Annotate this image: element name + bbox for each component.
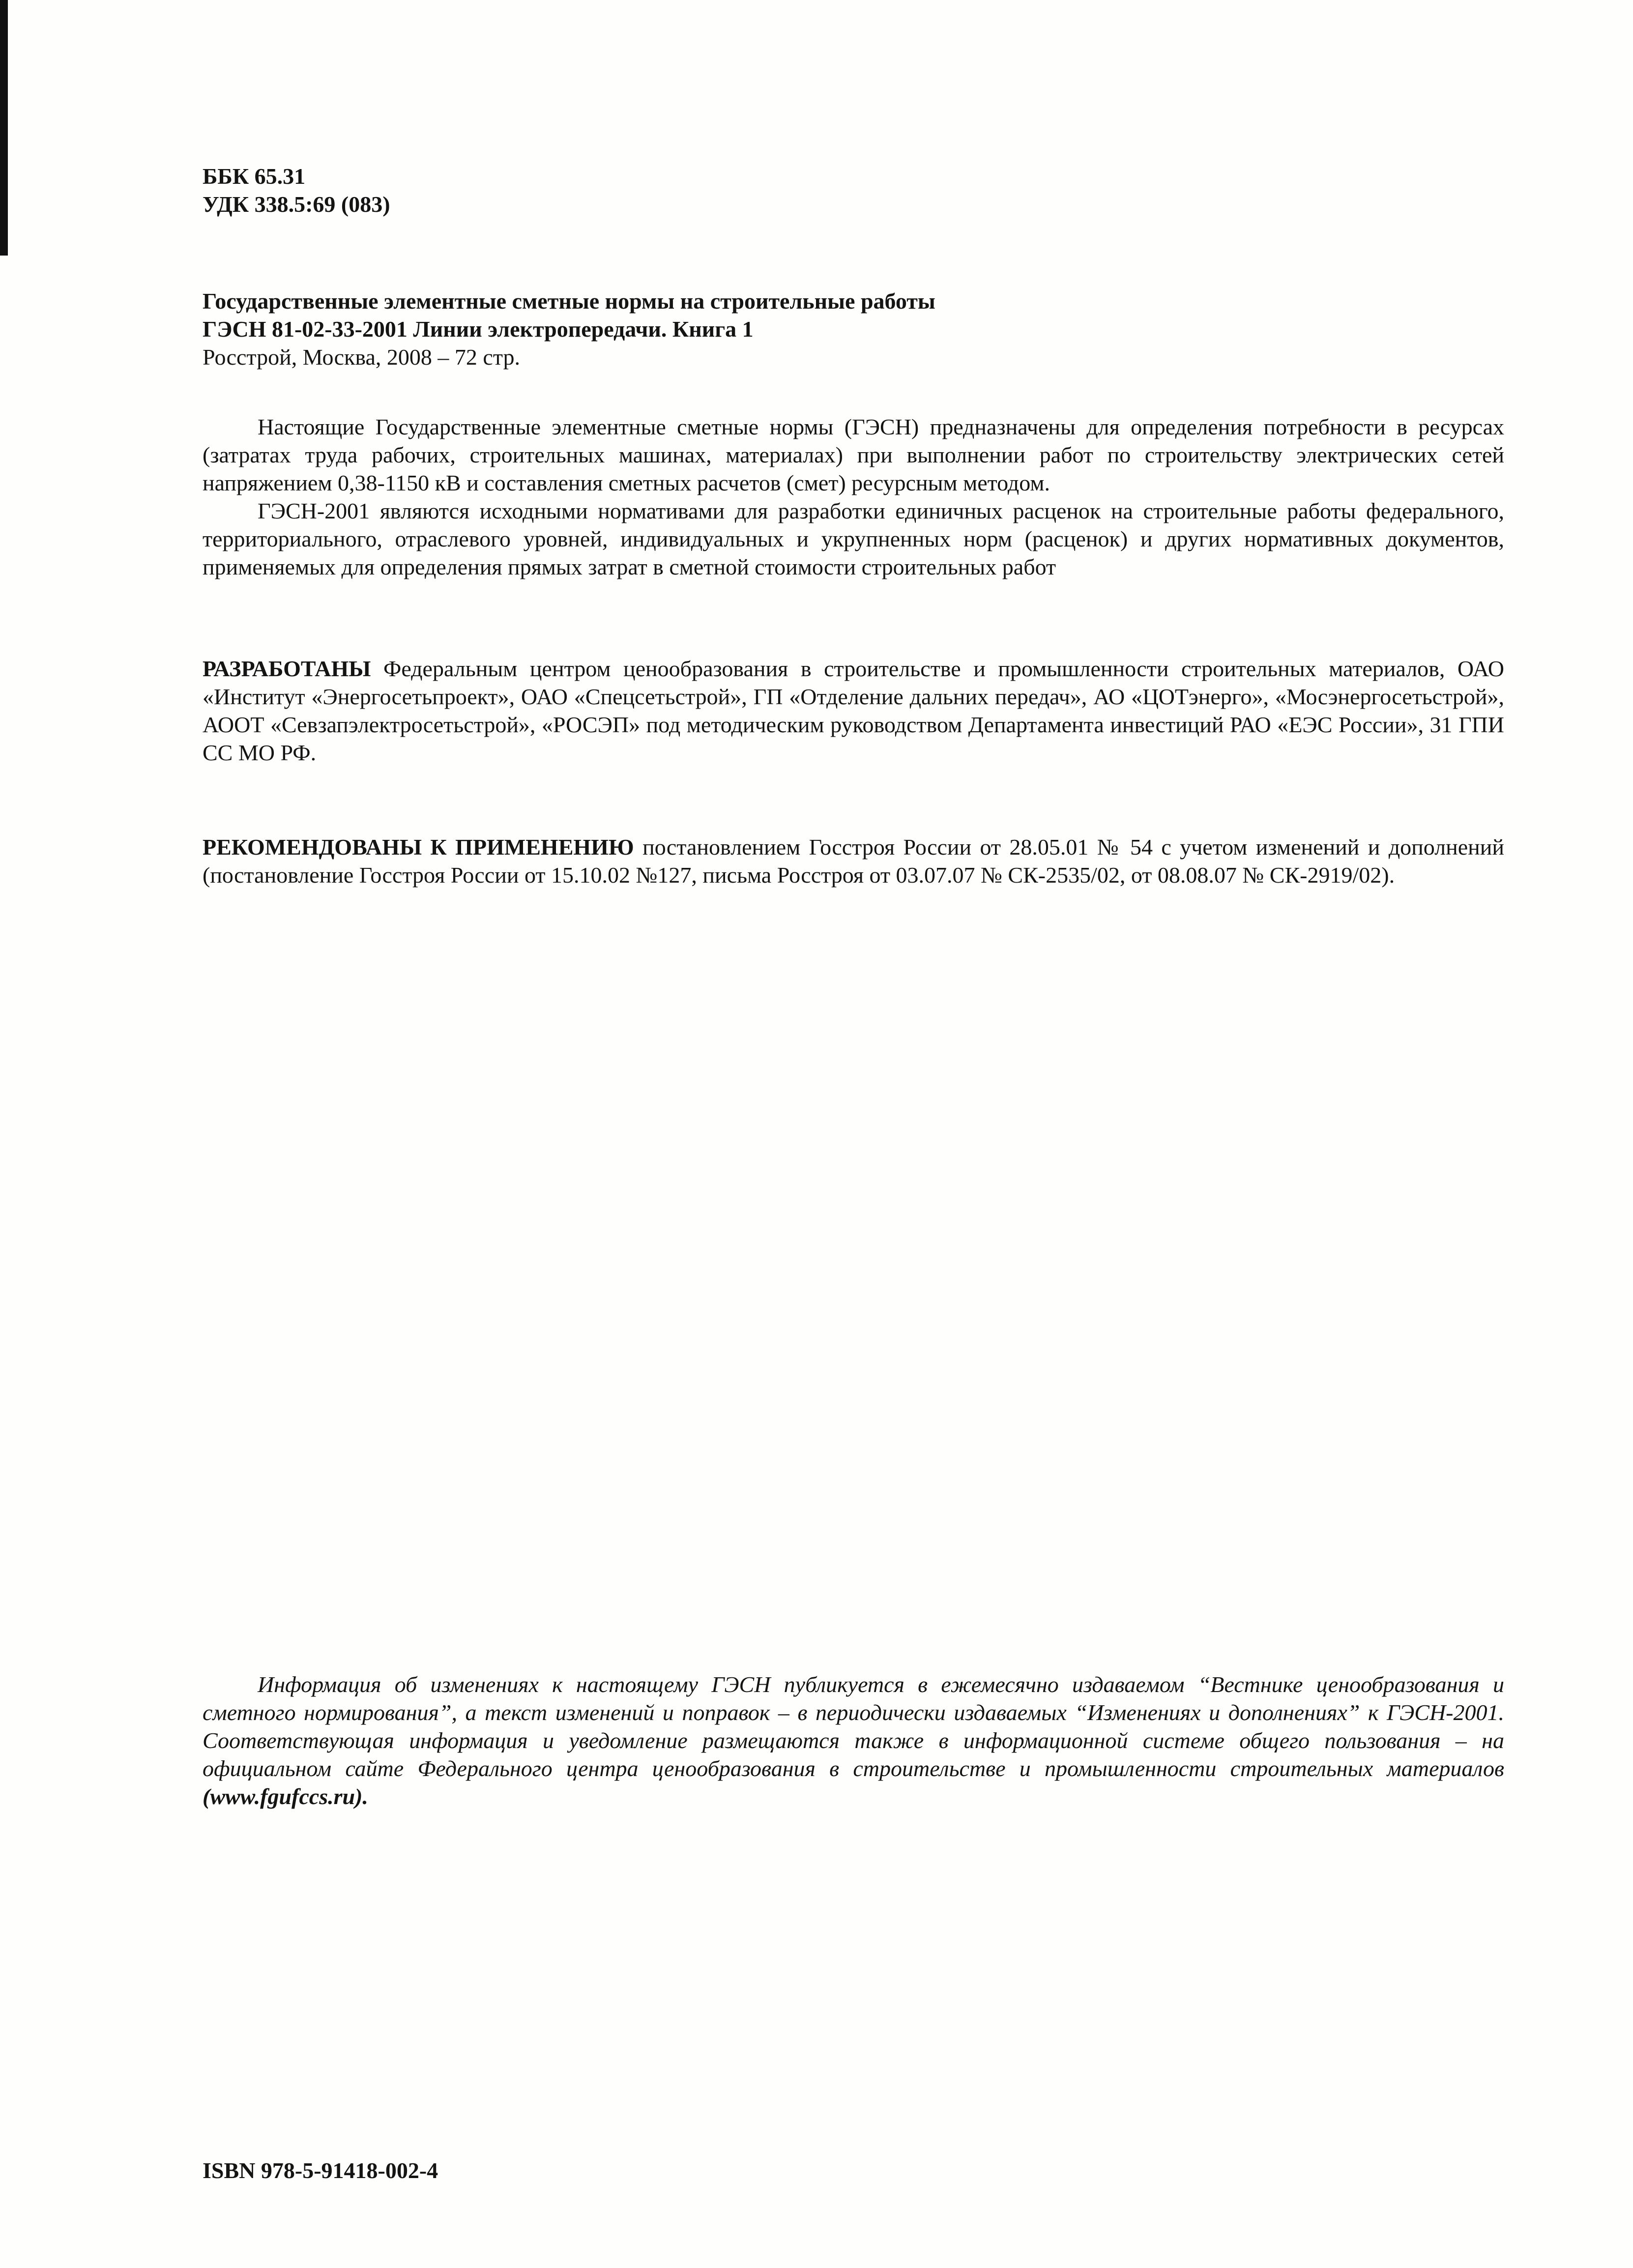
imprint-line: Росстрой, Москва, 2008 – 72 стр. <box>203 345 520 370</box>
recommended-text: постановлением Госстроя России от 28.05.01 № 54 с учетом изменений и дополнений (постановление Госстроя России от 15.10.02 №127, письма Росстроя от 03.07.07 № СК-2535/02, от 08.08.07 № СК-2919/02). <box>203 834 1504 888</box>
recommended-label: РЕКОМЕНДОВАНЫ К ПРИМЕНЕНИЮ <box>203 834 634 860</box>
classifier-block <box>203 162 1504 218</box>
developed-label: РАЗРАБОТАНЫ <box>203 656 371 681</box>
info-notice-site: (www.fgufccs.ru). <box>203 1784 368 1809</box>
info-notice-paragraph <box>203 1670 1504 1810</box>
document-title-line2: ГЭСН 81-02-33-2001 Линии электропередачи. Книга 1 <box>203 316 754 342</box>
udk-code: УДК 338.5:69 (083) <box>203 192 390 217</box>
page-content <box>203 162 1504 1810</box>
bbk-code: ББК 65.31 <box>203 164 306 189</box>
info-notice-text: Информация об изменениях к настоящему ГЭСН публикуется в ежемесячно издаваемом “Вестнике ценообразования и сметного нормирования”, а текст изменений и поправок – в периодически издаваемых “Изменениях и дополнениях” к ГЭСН-2001. Соответствующая информация и уведомление размещаются также в информационной системе общего пользования – на официальном сайте Федерального центра ценообразования в строительстве и промышленности строительных материалов <box>203 1672 1504 1781</box>
abstract-block <box>203 413 1504 581</box>
abstract-paragraph-2: ГЭСН-2001 являются исходными нормативами для разработки единичных расценок на строительные работы федерального, территориального, отраслевого уровней, индивидуальных и укрупненных норм (расценок) и других нормативных документов, применяемых для определения прямых затрат в сметной стоимости строительных работ <box>203 498 1504 579</box>
title-block <box>203 287 1504 371</box>
abstract-paragraph-1: Настоящие Государственные элементные сметные нормы (ГЭСН) предназначены для определения потребности в ресурсах (затратах труда рабочих, строительных машинах, материалах) при выполнении работ по строительству электрических сетей напряжением 0,38-1150 кВ и составления сметных расчетов (смет) ресурсным методом. <box>203 414 1504 495</box>
developed-text: Федеральным центром ценообразования в строительстве и промышленности строительных материалов, ОАО «Институт «Энергосетьпроект», ОАО «Спецсетьстрой», ГП «Отделение дальних передач», АО «ЦОТэнерго», «Мосэнергосетьстрой», АООТ «Севзапэлектросетьстрой», «РОСЭП» под методическим руководством Департамента инвестиций РАО «ЕЭС России», 31 ГПИ СС МО РФ. <box>203 656 1504 765</box>
recommended-paragraph <box>203 833 1504 889</box>
developed-paragraph <box>203 655 1504 767</box>
scan-edge-artifact <box>0 0 8 256</box>
isbn-line: ISBN 978-5-91418-002-4 <box>203 2158 438 2183</box>
document-title-line1: Государственные элементные сметные нормы на строительные работы <box>203 288 935 314</box>
